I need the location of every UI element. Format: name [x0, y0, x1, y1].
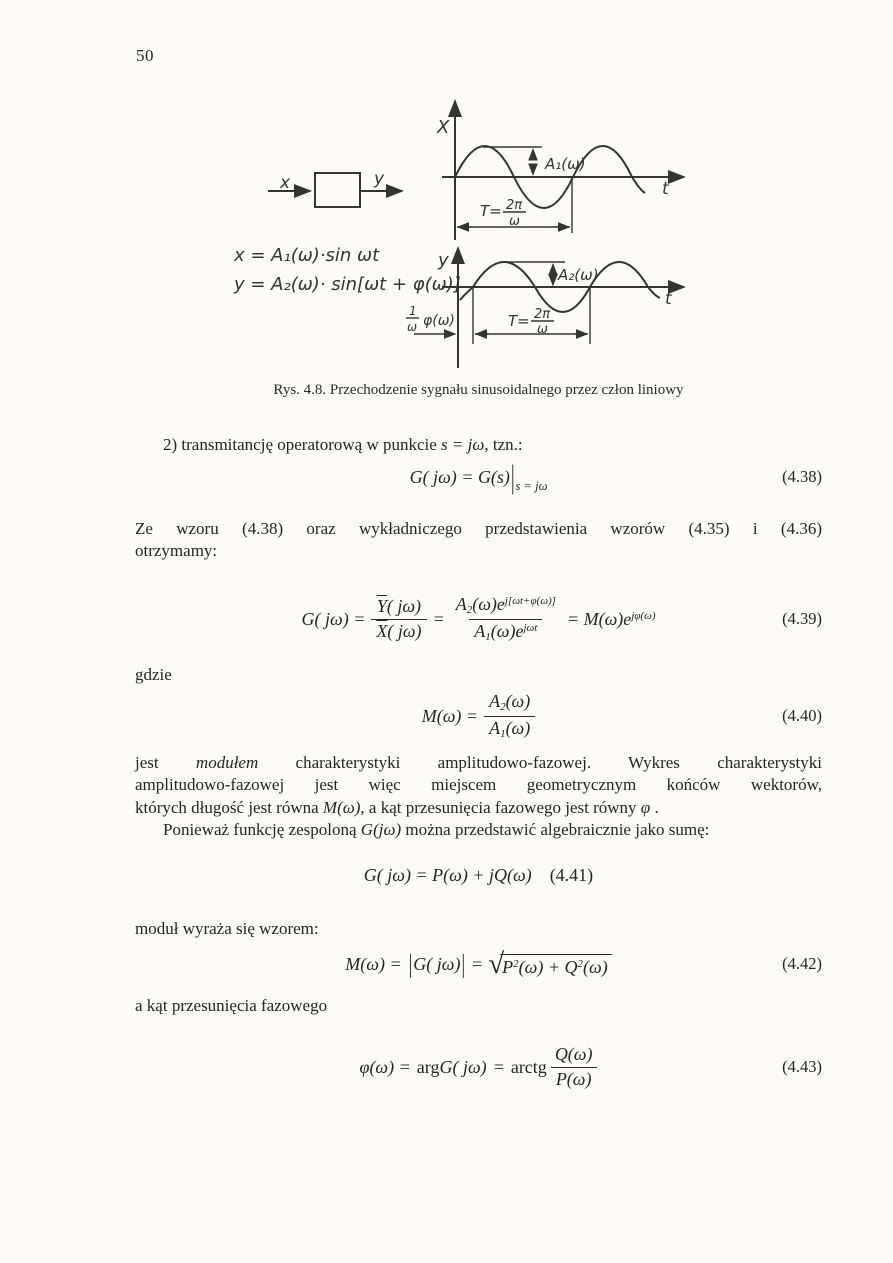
equation-440: [135, 688, 822, 744]
plot1-period-denominator: ω: [509, 214, 520, 229]
equation-438-number: (4.38): [782, 467, 822, 486]
plot2-phase-label: φ(ω): [423, 313, 455, 329]
figure-rys-4-8: [228, 85, 710, 387]
paragraph-poniewaz: Ponieważ funkcję zespoloną G(jω) można przedstawić algebraicznie jako sumę:: [163, 820, 710, 840]
equation-440-body: M(ω) = $\frac{A_2(\omega)}{A_1(\omega)}$: [422, 691, 536, 740]
paragraph-a-kat: a kąt przesunięcia fazowego: [135, 996, 328, 1015]
abs-bar-right: |: [461, 948, 466, 978]
equation-443-number: (4.43): [782, 1057, 822, 1076]
figure-canvas: [228, 85, 710, 387]
paragraph-ze-wzoru-line1: Ze wzoru (4.38) oraz wykładniczego przedstawienia wzorów (4.35) i (4.36): [135, 519, 822, 538]
handwritten-input-equation: x = A₁(ω)·sin ωt: [234, 245, 380, 266]
paragraph-jest-modulem-line1: jest modułem charakterystyki amplitudowo-fazowej. Wykres charakterystyki: [135, 753, 823, 772]
figure-caption: Rys. 4.8. Przechodzenie sygnału sinusoidalnego przez człon liniowy: [273, 382, 684, 398]
plot2-y-axis-label: y: [438, 250, 449, 271]
plot2-phase-numerator: 1: [409, 304, 417, 318]
equation-438-body: G( $j\omega) = G(s)|_{s = j\omega}$: [409, 458, 548, 495]
word-gdzie: gdzie: [135, 665, 172, 684]
fraction-Y-over-X: $\frac{\overline{Y}( j\omega)}{\overline{X}( j\omega)}$: [371, 596, 426, 642]
linear-element-box: [315, 173, 360, 207]
paragraph-modul-wyraza: moduł wyraża się wzorem:: [135, 919, 319, 938]
paragraph-ze-wzoru-line2: otrzymamy:: [135, 541, 218, 561]
plot1-period-T: T=: [480, 202, 502, 220]
equation-439-body: G( jω) = $\frac{\overline{Y}( j\omega)}{\overline{X}( j\omega)}$ = $\frac{A_2(\omega)e^{j[\omega t+\varphi(\omega)]}}{A_1(\omega)e^{j\omega t}}$ = $M(\omega)e^{j\varphi(\omega)}$: [301, 594, 656, 643]
plot1-y-axis-label: X: [437, 117, 450, 138]
fraction-A2e-over-A1e: $\frac{A_2(\omega)e^{j[\omega t+\varphi(\omega)]}}{A_1(\omega)e^{j\omega t}}$: [455, 594, 556, 643]
paragraph-jest-modulem-line3: których długość jest równa M(ω), a kąt przesunięcia fazowego jest równy φ .: [135, 797, 659, 817]
radical-sign: √: [488, 947, 505, 980]
equation-441-number: (4.41): [549, 864, 594, 885]
block-output-label: y: [374, 169, 385, 189]
equation-443: [135, 1036, 822, 1098]
handwritten-output-equation: y = A₂(ω)· sin[ωt + φ(ω)]: [234, 274, 461, 295]
equation-441: [135, 860, 822, 890]
plot2-amplitude-label: A₂(ω): [558, 266, 599, 284]
paragraph-ze-wzoru: [135, 518, 822, 563]
abs-bar-left: |: [408, 948, 413, 978]
inline-math-s-jw: s = jω: [441, 435, 485, 454]
plot2-t-axis-label: t: [665, 289, 672, 309]
equation-438: [135, 460, 822, 494]
page-number: 50: [136, 46, 154, 65]
equation-442: [135, 938, 822, 990]
radicand: $P^2(\omega) + Q^2(\omega)$: [500, 954, 612, 978]
plot1-amplitude-label: A₁(ω): [545, 155, 586, 173]
paragraph-jest-modulem-line2: amplitudowo-fazowej jest więc miejscem geometrycznym końców wektorów,: [135, 775, 822, 795]
equation-443-body: φ(ω) = argG( jω) = arctg $\frac{Q(\omega)}{P(\omega)}$: [359, 1044, 597, 1090]
block-input-label: x: [280, 173, 291, 193]
plot1-period-numerator: 2π: [506, 198, 523, 213]
plot2-period-numerator: 2π: [534, 307, 551, 322]
plot2-period-T: T=: [508, 312, 530, 330]
equation-439-number: (4.39): [782, 609, 822, 628]
fraction-Q-over-P: $\frac{Q(\omega)}{P(\omega)}$: [550, 1044, 598, 1090]
equation-441-body: G( jω) = P(ω) + jQ(ω) (4.41): [363, 864, 594, 885]
paragraph-transmitancja-text: 2) transmitancję operatorową w punkcie: [163, 435, 442, 454]
plot2-period-denominator: ω: [537, 322, 548, 337]
plot2-phase-denominator: ω: [407, 320, 418, 334]
evaluated-at-bar: |: [510, 458, 515, 495]
fraction-A2-over-A1: $\frac{A_2(\omega)}{A_1(\omega)}$: [484, 691, 535, 740]
equation-442-number: (4.42): [782, 954, 822, 973]
equation-440-number: (4.40): [782, 706, 822, 725]
plot1-t-axis-label: t: [662, 179, 669, 199]
equation-439: [135, 584, 822, 654]
paragraph-jest-modulem: [135, 752, 822, 842]
paragraph-transmitancja: 2) transmitancję operatorową w punkcie s = jω, tzn.:: [163, 435, 523, 454]
equation-442-body: M(ω) = |G( jω)| = $√P^2(\omega) + Q^2(\omega)$: [345, 951, 611, 978]
